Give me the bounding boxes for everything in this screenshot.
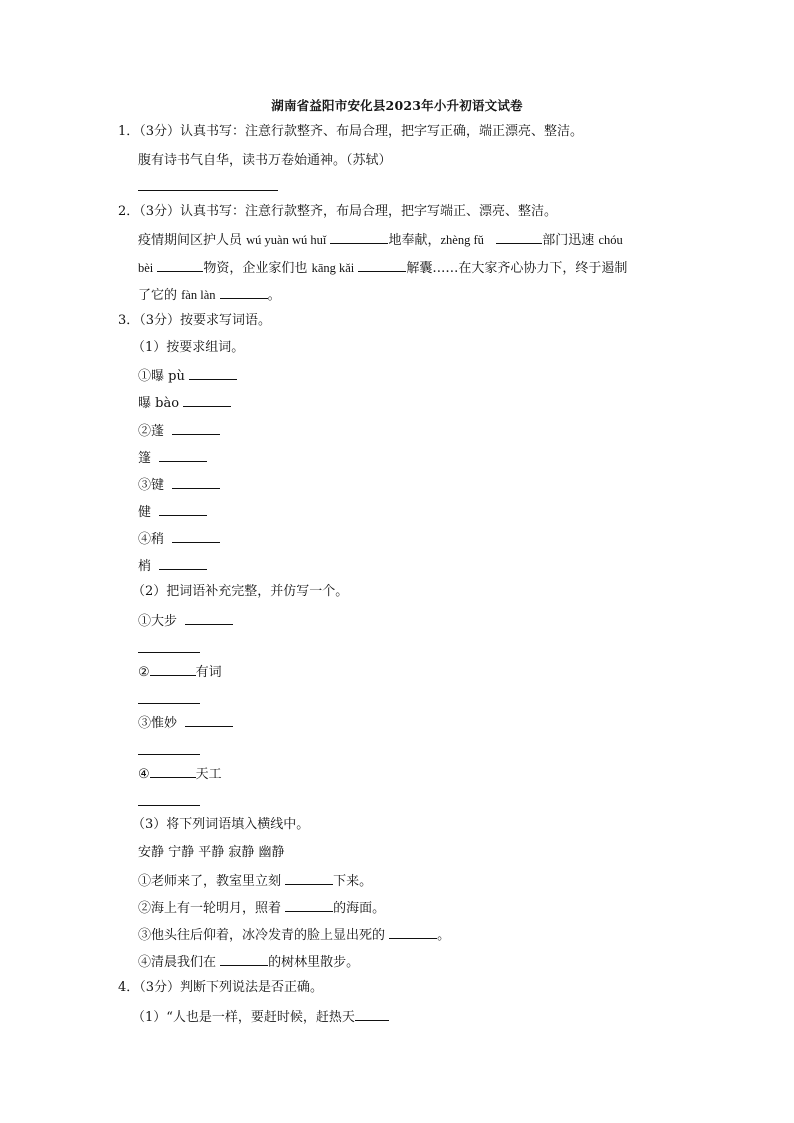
q3-p3-text: ①老师来了，教室里立刻 (138, 874, 286, 889)
q3-p2-text: ② (138, 665, 150, 680)
q3-p2-text: 天工 (195, 767, 222, 782)
q3-p3-text: 。 (437, 928, 451, 943)
q2-text: 。 (267, 288, 281, 303)
q3-p2-text: ③惟妙 (138, 716, 178, 731)
q3-item (138, 367, 237, 385)
q3-item-text: ③键 (138, 478, 165, 493)
q4-stem-text: （3分）判断下列说法是否正确。 (139, 980, 324, 995)
q2-blank-1[interactable] (330, 231, 388, 244)
q3-blank[interactable] (159, 557, 207, 570)
q3-blank[interactable] (159, 449, 207, 462)
q3-blank[interactable] (159, 503, 207, 516)
q3-item (138, 394, 231, 412)
q3-item-text: 健 (138, 505, 152, 520)
q3-part3-title: （3）将下列词语填入横线中。 (132, 817, 310, 832)
q3-p3-blank[interactable] (389, 926, 437, 939)
q3-p3-text: ④清晨我们在 (138, 955, 221, 970)
q3-p2-imitate-line[interactable] (138, 703, 200, 704)
q2-text: 地奉献， (388, 233, 441, 248)
q3-blank[interactable] (172, 476, 220, 489)
q3-p3-text: 的海面。 (333, 901, 386, 916)
q3-p2-item (138, 612, 233, 630)
q3-item-text: ①曝 pù (138, 369, 185, 384)
q4-blank[interactable] (355, 1008, 389, 1021)
q3-p2-item (138, 663, 222, 681)
q2-text: 了它的 (138, 288, 182, 303)
q1-stem-text: （3分）认真书写：注意行款整齐、布局合理，把字写正确，端正漂亮、整洁。 (139, 124, 584, 139)
q3-p2-imitate-line[interactable] (138, 652, 200, 653)
q3-p2-text: 有词 (195, 665, 222, 680)
q3-p3-blank[interactable] (220, 953, 268, 966)
q3-p3-sentence (138, 899, 385, 917)
q3-item (138, 422, 220, 440)
q1-text: 腹有诗书气自华，读书万卷始通神。（苏轼） (138, 153, 392, 168)
q2-text: 部门迅速 (542, 233, 599, 248)
q3-item-text: ④稍 (138, 532, 165, 547)
q4-stem (118, 980, 323, 996)
q3-p2-imitate-line[interactable] (138, 805, 200, 806)
q3-p3-blank[interactable] (285, 899, 333, 912)
q3-p2-blank[interactable] (185, 612, 233, 625)
q2-text: 疫情期间区护人员 (138, 233, 247, 248)
q2-blank-2[interactable] (496, 231, 542, 244)
q2-stem-text: （3分）认真书写：注意行款整齐，布局合理，把字写端正、漂亮、整洁。 (139, 204, 558, 219)
q3-blank[interactable] (172, 530, 220, 543)
q2-pinyin: zhèng fǔ (440, 233, 484, 247)
q3-p3-text: ③他头往后仰着，冰冷发青的脸上显出死的 (138, 928, 390, 943)
q2-number: 2． (118, 204, 140, 219)
q3-word-bank: 安静 宁静 平静 寂静 幽静 (138, 845, 285, 860)
q2-text: 解囊……在大家齐心协力下，终于遏制 (406, 261, 628, 276)
q3-part2-title: （2）把词语补充完整，并仿写一个。 (132, 584, 349, 599)
q3-item (138, 449, 207, 467)
q2-pinyin: chóu (598, 233, 623, 247)
q4-number: 4． (118, 980, 140, 995)
q2-pinyin: kāng kǎi (311, 261, 355, 275)
q2-pinyin: bèi (138, 261, 154, 275)
q3-item-text: 梢 (138, 559, 152, 574)
q3-stem-text: （3分）按要求写词语。 (139, 313, 272, 328)
q4-part1-text: （1）“人也是一样，要赶时候，赶热天 (132, 1010, 355, 1025)
q3-p3-blank[interactable] (285, 872, 333, 885)
q3-p2-imitate-line[interactable] (138, 754, 200, 755)
q3-p3-text: ②海上有一轮明月，照着 (138, 901, 286, 916)
q3-blank[interactable] (183, 394, 231, 407)
q3-p3-sentence (138, 953, 359, 971)
q3-item (138, 530, 220, 548)
q2-line-1 (138, 231, 623, 249)
q3-item-text: 篷 (138, 451, 152, 466)
page-title: 湖南省益阳市安化县2023年小升初语文试卷 (271, 98, 523, 113)
q2-text: 物资，企业家们也 (203, 261, 312, 276)
q3-p2-text: ①大步 (138, 614, 178, 629)
q3-p3-text: 下来。 (333, 874, 373, 889)
q3-p3-sentence (138, 872, 372, 890)
q2-line-2 (138, 259, 627, 277)
q3-number: 3． (118, 313, 140, 328)
q1-stem (118, 124, 583, 140)
q3-p3-text: 的树林里散步。 (268, 955, 360, 970)
q2-blank-5[interactable] (220, 286, 268, 299)
q3-stem (118, 313, 271, 329)
q2-blank-3[interactable] (157, 259, 203, 272)
q1-number: 1． (118, 124, 140, 139)
q3-p3-sentence (138, 926, 450, 944)
q2-pinyin: wú yuàn wú huǐ (246, 233, 327, 247)
q2-stem (118, 204, 557, 220)
q3-item-text: 曝 bào (138, 396, 180, 411)
q3-p2-blank[interactable] (185, 714, 233, 727)
q2-blank-4[interactable] (358, 259, 406, 272)
q3-part1-title: （1）按要求组词。 (132, 340, 245, 355)
q3-item (138, 476, 220, 494)
q3-p2-blank[interactable] (150, 663, 196, 676)
q2-line-3 (138, 286, 281, 304)
q3-blank[interactable] (172, 422, 220, 435)
q3-item (138, 557, 207, 575)
q3-item-text: ②蓬 (138, 424, 165, 439)
q3-p2-text: ④ (138, 767, 150, 782)
q3-blank[interactable] (189, 367, 237, 380)
q2-pinyin: fàn làn (181, 288, 216, 302)
q1-answer-line[interactable] (138, 190, 278, 191)
q3-p2-item (138, 765, 222, 783)
q4-part1 (132, 1008, 389, 1026)
q3-item (138, 503, 207, 521)
q3-p2-item (138, 714, 233, 732)
q3-p2-blank[interactable] (150, 765, 196, 778)
